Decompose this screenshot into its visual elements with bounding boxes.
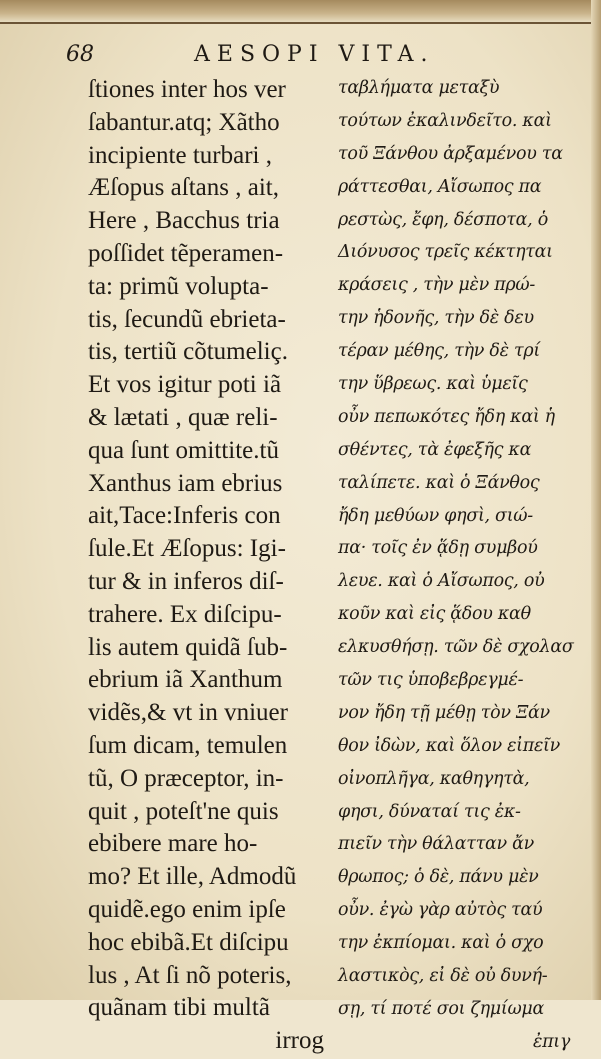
greek-line: ταλίπετε. καὶ ὁ Ξάνθος	[338, 472, 540, 493]
latin-line: lus , At ſi nõ poteris,	[88, 961, 292, 989]
greek-line: σῃ, τί ποτέ σοι ζημίωμα	[338, 998, 545, 1019]
greek-line: θρωπος; ὁ δὲ, πάνυ μὲν	[338, 867, 539, 888]
greek-line: πιεῖν τὴν θάλατταν ἄν	[338, 834, 534, 855]
greek-line: την ἐκπίομαι. καὶ ὁ σχο	[338, 933, 544, 954]
latin-line: tur & in inferos diſ-	[88, 567, 284, 595]
greek-line: οὖν. ἐγὼ γὰρ αὐτὸς ταύ	[338, 900, 543, 921]
greek-line: πα· τοῖς ἐν ᾅδῃ συμβού	[338, 538, 538, 559]
greek-line: ἤδη μεθύων φησὶ, σιώ-	[338, 505, 533, 526]
greek-line: ἐπιγ	[532, 1031, 570, 1052]
greek-line: ρεστὼς, ἔφη, δέσποτα, ὁ	[338, 209, 548, 230]
running-title: AESOPI VITA.	[194, 42, 435, 67]
page-number: 68	[66, 42, 94, 67]
latin-line: tis, ſecundũ ebrieta-	[88, 305, 286, 333]
greek-line: κράσεις , τὴν μὲν πρώ-	[338, 275, 535, 296]
greek-line: λευε. καὶ ὁ Αἴσωπος, οὐ	[338, 571, 545, 592]
greek-text-column	[338, 72, 588, 1059]
latin-line: quit , poteſt'ne quis	[88, 797, 279, 825]
latin-line: mo? Et ille, Admodũ	[88, 863, 297, 891]
greek-line: θον ἰδὼν, καὶ ὅλον εἰπεῖν	[338, 735, 560, 756]
latin-line: ſule.Et Æſopus: Igi-	[88, 535, 286, 563]
latin-line: trahere. Ex diſcipu-	[88, 600, 282, 628]
greek-line: τῶν τις ὑποβεβρεγμέ-	[338, 670, 524, 691]
latin-line: Æſopus aſtans , ait,	[88, 174, 279, 202]
latin-line: & lætati , quæ reli-	[88, 403, 278, 431]
latin-line: ſum dicam, temulen	[88, 731, 288, 759]
greek-line: ελκυσθήσῃ. τῶν δὲ σχολασ	[338, 637, 574, 658]
greek-line: οἰνοπλῆγα, καθηγητὰ,	[338, 768, 530, 789]
latin-line: ſtiones inter hos ver	[88, 76, 286, 103]
greek-line: τούτων ἐκαλινδεῖτο. καὶ	[338, 110, 552, 131]
latin-line: qua ſunt omittite.tũ	[88, 436, 279, 464]
latin-line: ta: primũ volupta-	[88, 272, 269, 300]
greek-line: ράττεσθαι, Αἴσωπος πα	[338, 176, 542, 197]
latin-line: ebrium iã Xanthum	[88, 666, 283, 694]
greek-line: νον ἤδη τῇ μέθῃ τὸν Ξάν	[338, 702, 550, 723]
latin-line: tis, tertiũ cõtumeliç.	[88, 338, 288, 366]
latin-line: quidẽ.ego enim ipſe	[88, 895, 286, 923]
greek-line: κοῦν καὶ εἰς ᾅδου καθ	[338, 604, 531, 625]
latin-line: ait,Tace:Inferis con	[88, 502, 281, 530]
greek-line: ταβλήματα μεταξὺ	[338, 78, 500, 98]
greek-line: την ὕβρεως. καὶ ὑμεῖς	[338, 374, 528, 395]
greek-line: σθέντες, τὰ ἐφεξῆς κα	[338, 439, 532, 460]
page-right-edge	[591, 0, 601, 1000]
latin-line: ſabantur.atq; Xãtho	[88, 108, 280, 136]
greek-line: οὖν πεπωκότες ἤδη καὶ ἡ	[338, 406, 555, 427]
latin-line: tũ, O præceptor, in-	[88, 764, 284, 792]
latin-line: vidẽs,& vt in vniuer	[88, 699, 288, 727]
latin-line: ebibere mare ho-	[88, 830, 258, 858]
greek-line: την ἡδονῆς, τὴν δὲ δευ	[338, 308, 534, 329]
page-top-edge	[0, 0, 601, 24]
latin-line: lis autem quidã ſub-	[88, 633, 288, 661]
greek-line: τέραν μέθης, τὴν δὲ τρί	[338, 341, 540, 362]
latin-text-column	[88, 74, 328, 1058]
latin-line: hoc ebibã.Et diſcipu	[88, 928, 289, 956]
page-header	[66, 42, 546, 72]
latin-line: Et vos igitur poti iã	[88, 371, 282, 399]
greek-line: λαστικὸς, εἰ δὲ οὐ δυνή-	[338, 966, 548, 987]
latin-line: quãnam tibi multã	[88, 994, 270, 1022]
latin-line: incipiente turbari ,	[88, 141, 272, 169]
greek-line: φησι, δύναταί τις ἐκ-	[338, 801, 521, 822]
greek-line: τοῦ Ξάνθου ἀρξαμένου τα	[338, 143, 563, 164]
latin-line: irrog	[275, 1027, 324, 1055]
latin-line: Here , Bacchus tria	[88, 207, 280, 235]
latin-line: poſſidet tẽperamen-	[88, 239, 284, 267]
latin-line: Xanthus iam ebrius	[88, 469, 283, 497]
greek-line: Διόνυσος τρεῖς κέκτηται	[338, 242, 553, 263]
